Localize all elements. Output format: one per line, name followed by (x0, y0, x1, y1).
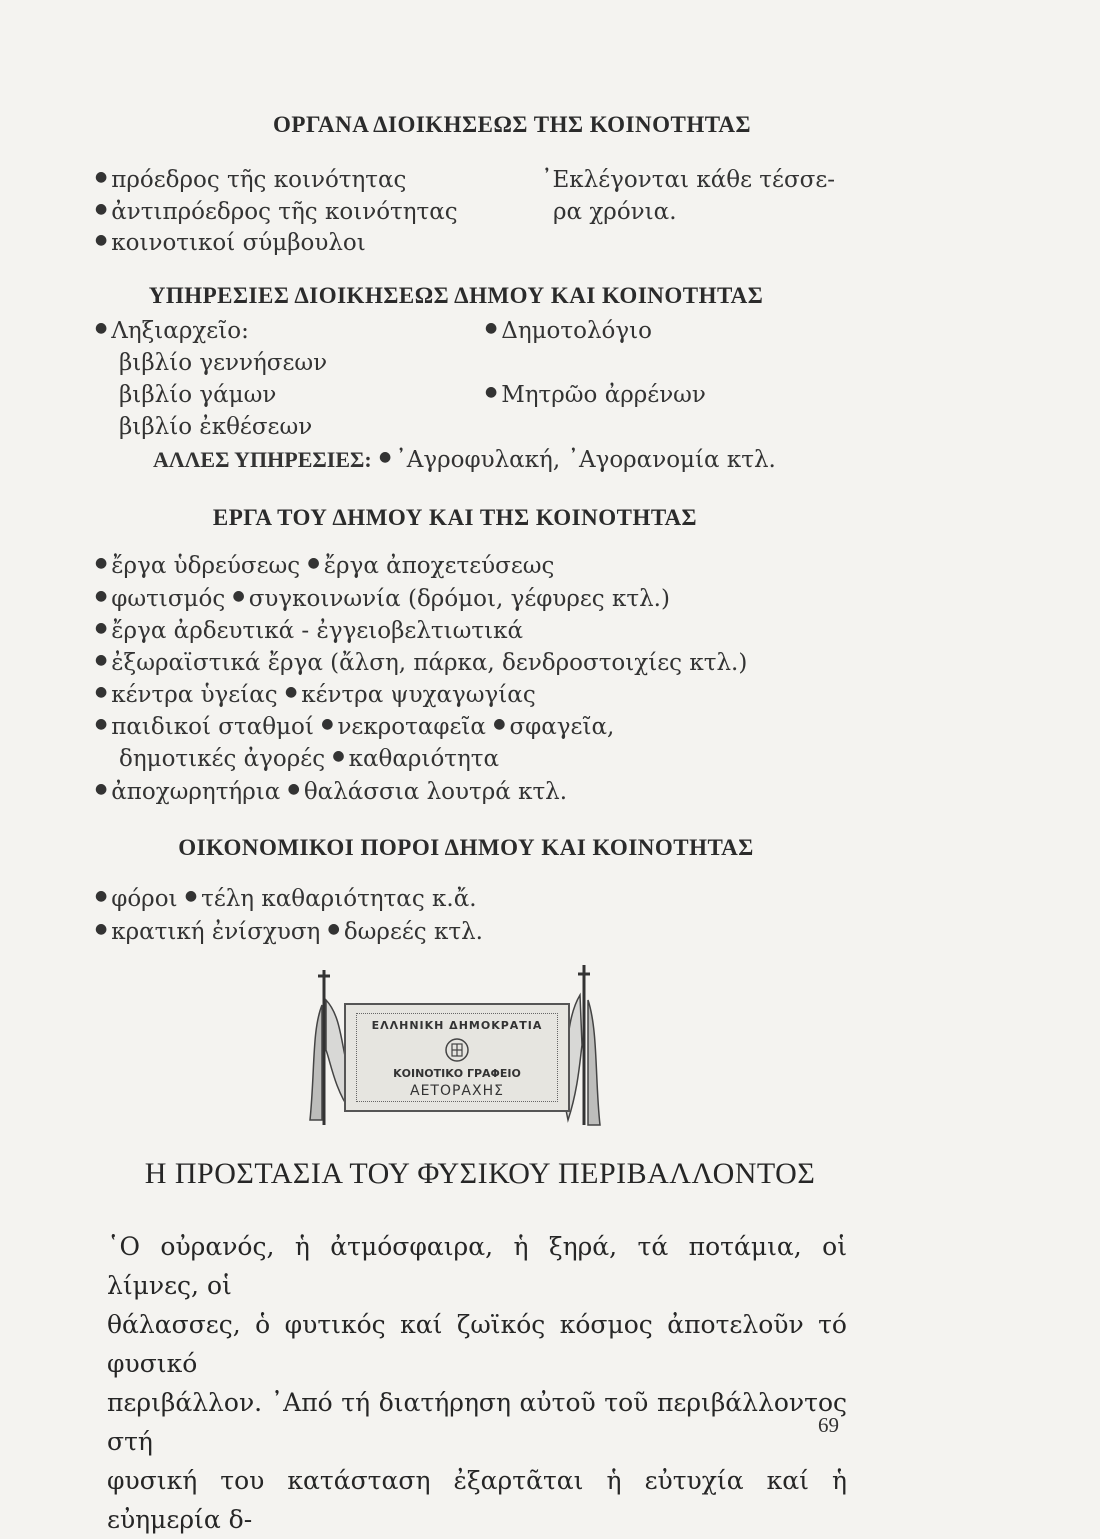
list-item: ● πρόεδρος τῆς κοινότητας (95, 167, 407, 193)
other-services (153, 447, 776, 473)
paragraph-line: φυσική του κατάσταση ἐξαρτᾶται ἡ εὐτυχία καί ἡ εὐημερία δ- (107, 1466, 847, 1534)
bullet-icon: ● (95, 201, 108, 217)
paragraph-line: ῾Ο οὐρανός, ἡ ἀτμόσφαιρα, ἡ ξηρά, τά ποτάμια, οἱ λίμνες, οἱ (107, 1232, 847, 1300)
bullet-icon: ● (232, 588, 245, 604)
list-item: ● ἀποχωρητήρια ● θαλάσσια λουτρά κτλ. (95, 779, 568, 805)
chapter-title: Η ΠΡΟΣΤΑΣΙΑ ΤΟΥ ΦΥΣΙΚΟΥ ΠΕΡΙΒΑΛΛΟΝΤΟΣ (144, 1157, 816, 1190)
bullet-icon: ● (95, 888, 108, 904)
sign-top-text: ΕΛΛΗΝΙΚΗ ΔΗΜΟΚΡΑΤΙΑ (371, 1019, 543, 1032)
list-item: ● ἀντιπρόεδρος τῆς κοινότητας (95, 199, 458, 225)
coat-of-arms-icon (444, 1037, 470, 1063)
page-number: 69 (818, 1413, 839, 1437)
bullet-icon: ● (307, 555, 320, 571)
other-services-label: ΑΛΛΕΣ ΥΠΗΡΕΣΙΕΣ: (153, 447, 372, 472)
bullet-icon: ● (95, 588, 108, 604)
election-note-line2: ρα χρόνια. (553, 199, 677, 225)
list-item: ● φωτισμός ● συγκοινωνία (δρόμοι, γέφυρες κτλ.) (95, 586, 670, 612)
office-sign (344, 1003, 570, 1112)
bullet-icon: ● (95, 232, 108, 248)
paragraph-line: περιβάλλον. ᾿Από τή διατήρηση αὐτοῦ τοῦ περιβάλλοντος στή (107, 1388, 847, 1456)
section4-heading: ΟΙΚΟΝΟΜΙΚΟΙ ΠΟΡΟΙ ΔΗΜΟΥ ΚΑΙ ΚΟΙΝΟΤΗΤΑΣ (178, 835, 754, 860)
bullet-icon: ● (284, 684, 298, 700)
bullet-icon: ● (95, 555, 108, 571)
bullet-icon: ● (287, 781, 300, 797)
paragraph-line: θάλασσες, ὁ φυτικός καί ζωϊκός κόσμος ἀποτελοῦν τό φυσικό (107, 1310, 847, 1378)
section3-heading: ΕΡΓΑ ΤΟΥ ΔΗΜΟΥ ΚΑΙ ΤΗΣ ΚΟΙΝΟΤΗΤΑΣ (212, 505, 698, 530)
bullet-icon: ● (95, 781, 108, 797)
bullet-icon: ● (493, 716, 506, 732)
section1-heading: ΟΡΓΑΝΑ ΔΙΟΙΚΗΣΕΩΣ ΤΗΣ ΚΟΙΝΟΤΗΤΑΣ (273, 112, 751, 137)
list-item: δημοτικές ἀγορές ● καθαριότητα (119, 746, 500, 772)
bullet-icon: ● (184, 888, 198, 904)
chapter-paragraph (107, 1227, 847, 1539)
list-item: ● φόροι ● τέλη καθαριότητας κ.ἄ. (95, 886, 477, 912)
list-item: ● Μητρῶο ἀρρένων (485, 382, 706, 408)
bullet-icon: ● (321, 716, 334, 732)
bullet-icon: ● (95, 320, 108, 336)
bullet-icon: ● (95, 169, 108, 185)
sign-middle-text: ΚΟΙΝΟΤΙΚΟ ΓΡΑΦΕΙΟ (393, 1067, 521, 1080)
list-item: ● παιδικοί σταθμοί ● νεκροταφεῖα ● σφαγεῖα, (95, 714, 615, 740)
list-item: ● κρατική ἐνίσχυση ● δωρεές κτλ. (95, 919, 483, 945)
list-item: ● ἐξωραϊστικά ἔργα (ἄλση, πάρκα, δενδροστοιχίες κτλ.) (95, 650, 748, 676)
list-item: βιβλίο γάμων (119, 382, 277, 408)
list-item: ● Δημοτολόγιο (485, 318, 653, 344)
list-item: ● κέντρα ὑγείας ● κέντρα ψυχαγωγίας (95, 682, 536, 708)
bullet-icon: ● (95, 652, 108, 668)
list-item: βιβλίο γεννήσεων (119, 350, 328, 376)
bullet-icon: ● (95, 921, 108, 937)
bullet-icon: ● (332, 748, 345, 764)
bullet-icon: ● (485, 384, 498, 400)
other-services-value: ᾿Αγροφυλακή, ᾿Αγορανομία κτλ. (395, 447, 776, 473)
bullet-icon: ● (95, 620, 108, 636)
bullet-icon: ● (379, 449, 392, 465)
list-item: βιβλίο ἐκθέσεων (119, 414, 313, 440)
election-note-line1: ᾿Εκλέγονται κάθε τέσσε- (541, 167, 836, 193)
list-item: ● ἔργα ὑδρεύσεως ● ἔργα ἀποχετεύσεως (95, 553, 555, 579)
bullet-icon: ● (485, 320, 498, 336)
registry-title: ● Ληξιαρχεῖο: (95, 318, 249, 344)
bullet-icon: ● (95, 716, 108, 732)
list-item: ● κοινοτικοί σύμβουλοι (95, 230, 366, 256)
sign-bottom-text: ΑΕΤΟΡΑΧΗΣ (410, 1083, 504, 1099)
bullet-icon: ● (95, 684, 108, 700)
list-item: ● ἔργα ἀρδευτικά - ἐγγειοβελτιωτικά (95, 618, 524, 644)
section2-heading: ΥΠΗΡΕΣΙΕΣ ΔΙΟΙΚΗΣΕΩΣ ΔΗΜΟΥ ΚΑΙ ΚΟΙΝΟΤΗΤΑΣ (148, 283, 764, 308)
bullet-icon: ● (327, 921, 340, 937)
